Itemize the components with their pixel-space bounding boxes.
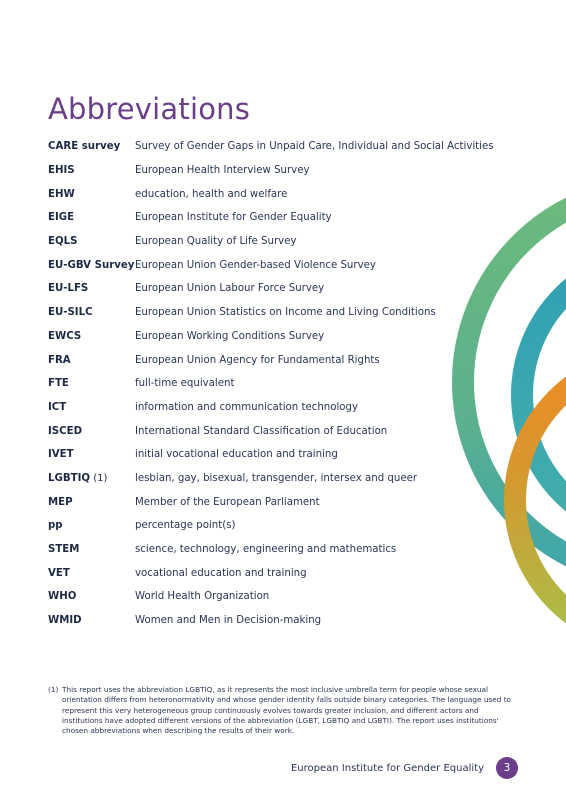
abbreviation-definition: science, technology, engineering and mathematics <box>135 544 397 556</box>
abbreviation-definition: European Quality of Life Survey <box>135 236 297 248</box>
abbreviation-term <box>48 615 135 626</box>
abbreviation-definition: European Union Agency for Fundamental Rights <box>135 354 380 366</box>
abbreviation-term <box>48 591 135 602</box>
abbreviation-term-text: CARE survey <box>48 141 121 153</box>
abbreviation-row <box>48 206 488 230</box>
abbreviation-term-text: EIGE <box>48 212 75 224</box>
abbreviation-definition: European Health Interview Survey <box>135 165 310 177</box>
abbreviation-term <box>48 426 135 437</box>
abbreviation-term <box>48 236 135 247</box>
abbreviation-term-text: MEP <box>48 496 73 508</box>
abbreviation-row <box>48 396 488 420</box>
abbreviation-term-text: EU-SILC <box>48 307 93 319</box>
abbreviation-row <box>48 609 488 633</box>
abbreviation-row <box>48 230 488 254</box>
abbreviation-term <box>48 331 135 342</box>
abbreviation-term <box>48 497 135 508</box>
abbreviation-row <box>48 585 488 609</box>
abbreviation-term-text: EWCS <box>48 330 82 342</box>
abbreviation-row <box>48 467 488 491</box>
footnote-text: This report uses the abbreviation LGBTIQ, as it represents the most inclusive umbrella term for people whose sexual orientation differs from heteronormativity and whose gender identity falls outside binary categories. The language used to represent this very heterogeneous group continuously evolves towards greater inclusion, and different actors and institutions have adopted different versions of the abbreviation (LGBT, LGBTIQ and LGBTI). The report uses institutions' chosen abbreviations when describing the results of their work. <box>62 685 512 736</box>
abbreviation-term-text: STEM <box>48 544 80 556</box>
abbreviation-term-text: WMID <box>48 615 82 627</box>
abbreviation-row <box>48 253 488 277</box>
abbreviation-term-text: LGBTIQ <box>48 472 91 484</box>
abbreviation-definition: Women and Men in Decision-making <box>135 615 322 627</box>
footnote-mark: (1) <box>48 685 59 694</box>
footnote <box>48 685 518 736</box>
abbreviation-row <box>48 372 488 396</box>
page-title: Abbreviations <box>48 92 251 126</box>
abbreviation-row <box>48 419 488 443</box>
abbreviation-definition: lesbian, gay, bisexual, transgender, intersex and queer <box>135 472 418 484</box>
abbreviation-term <box>48 260 135 271</box>
abbreviation-list <box>48 135 494 632</box>
abbreviation-term-text: ICT <box>48 401 67 413</box>
abbreviation-definition: World Health Organization <box>135 591 270 603</box>
abbreviation-term-text: EU-LFS <box>48 283 89 295</box>
abbreviation-term <box>48 141 135 152</box>
abbreviation-term <box>48 520 135 531</box>
abbreviation-term <box>48 212 135 223</box>
footnote-reference[interactable]: (1) <box>90 472 108 484</box>
abbreviation-definition: percentage point(s) <box>135 520 236 532</box>
abbreviation-term-text: FTE <box>48 378 69 390</box>
page-footer <box>291 757 518 779</box>
abbreviation-row <box>48 538 488 562</box>
abbreviation-row <box>48 443 488 467</box>
abbreviation-row <box>48 277 488 301</box>
abbreviation-definition: European Institute for Gender Equality <box>135 212 332 224</box>
footer-organization: European Institute for Gender Equality <box>290 762 484 774</box>
abbreviation-term-text: EQLS <box>48 236 78 248</box>
abbreviation-term <box>48 568 135 579</box>
abbreviation-row <box>48 159 488 183</box>
abbreviation-term <box>48 307 135 318</box>
abbreviation-definition: Survey of Gender Gaps in Unpaid Care, Individual and Social Activities <box>135 141 494 153</box>
abbreviation-row <box>48 325 488 349</box>
abbreviation-term-text: pp <box>48 520 63 532</box>
abbreviation-term <box>48 355 135 366</box>
abbreviation-term-text: FRA <box>48 354 71 366</box>
abbreviation-definition: European Union Gender-based Violence Survey <box>135 259 376 271</box>
abbreviation-term-text: EHIS <box>48 165 75 177</box>
abbreviation-definition: information and communication technology <box>135 401 359 413</box>
abbreviation-definition: European Union Statistics on Income and Living Conditions <box>135 307 436 319</box>
page-number-badge: 3 <box>496 757 518 779</box>
abbreviation-row <box>48 348 488 372</box>
abbreviation-term-text: EU-GBV Survey <box>48 259 135 271</box>
abbreviation-term-text: IVET <box>48 449 74 461</box>
abbreviation-term <box>48 449 135 460</box>
abbreviation-row <box>48 135 494 159</box>
abbreviation-definition: European Union Labour Force Survey <box>135 283 325 295</box>
abbreviation-term <box>48 378 135 389</box>
abbreviation-term <box>48 189 135 200</box>
abbreviation-term-text: ISCED <box>48 425 83 437</box>
abbreviation-definition: initial vocational education and training <box>135 449 338 461</box>
abbreviation-definition: full-time equivalent <box>135 378 235 390</box>
abbreviation-term <box>48 165 135 176</box>
abbreviation-term-text: WHO <box>48 591 77 603</box>
abbreviation-definition: vocational education and training <box>135 567 307 579</box>
abbreviation-row <box>48 182 488 206</box>
abbreviation-definition: education, health and welfare <box>135 188 288 200</box>
abbreviation-term-text: EHW <box>48 188 75 200</box>
abbreviation-row <box>48 490 488 514</box>
abbreviation-definition: Member of the European Parliament <box>135 496 320 508</box>
abbreviation-definition: International Standard Classification of Education <box>135 425 388 437</box>
abbreviation-term <box>48 473 135 484</box>
abbreviation-definition: European Working Conditions Survey <box>135 330 325 342</box>
abbreviation-term <box>48 283 135 294</box>
abbreviation-row <box>48 514 488 538</box>
abbreviation-term <box>48 544 135 555</box>
abbreviation-term <box>48 402 135 413</box>
abbreviation-row <box>48 561 488 585</box>
abbreviation-row <box>48 301 488 325</box>
abbreviation-term-text: VET <box>48 567 70 579</box>
